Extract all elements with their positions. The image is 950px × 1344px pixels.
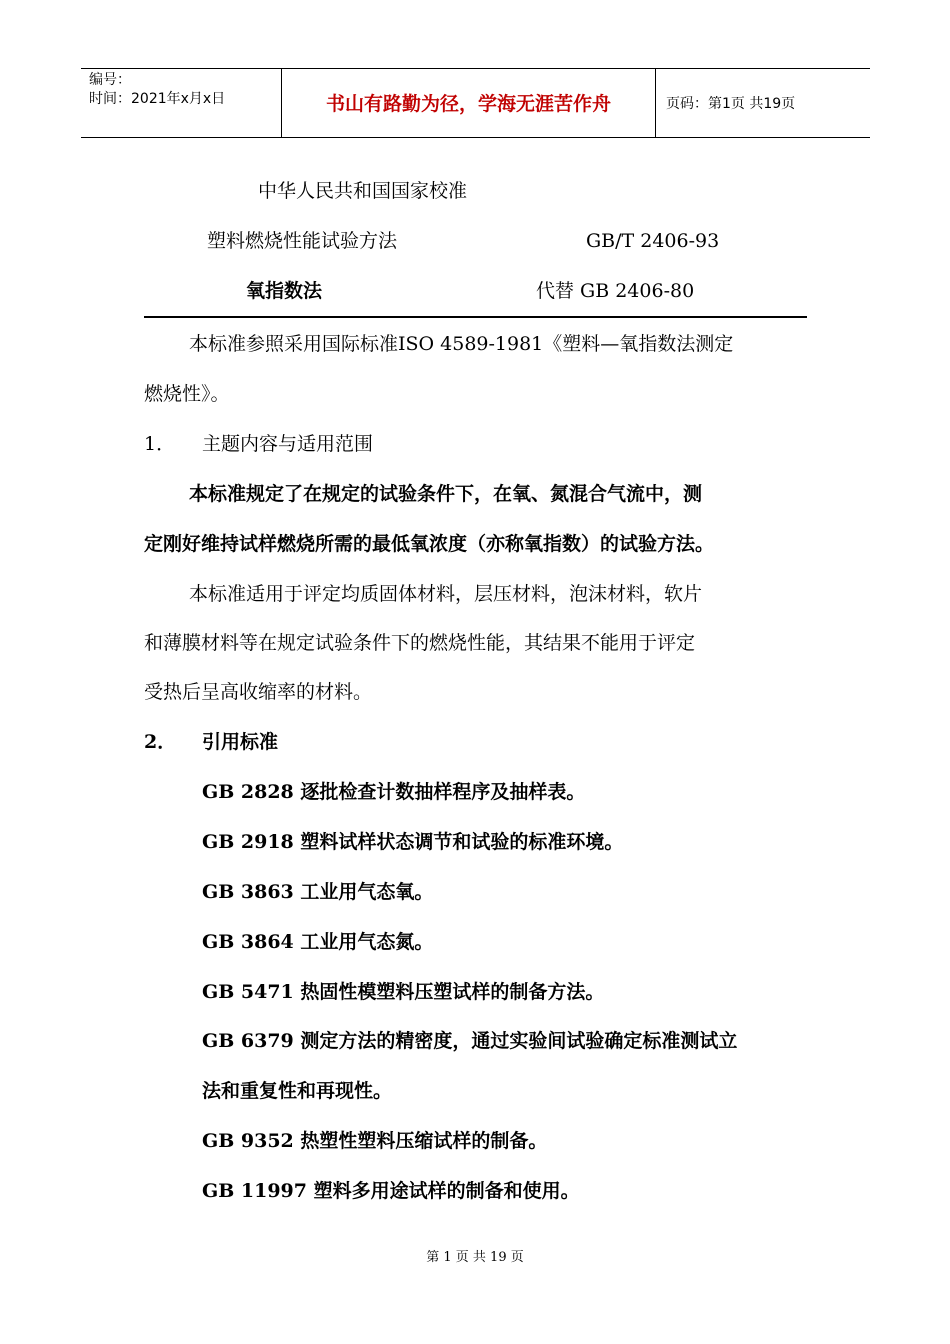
para-1-line-1: 本标准规定了在规定的试验条件下，在氧、氮混合气流中，测: [189, 483, 703, 505]
section-2-number: 2．: [144, 731, 177, 753]
title-rule: [144, 316, 807, 318]
section-2-title: 引用标准: [202, 731, 279, 753]
reference-item: GB 2828 逐批检查计数抽样程序及抽样表。: [202, 781, 586, 803]
reference-item: GB 9352 热塑性塑料压缩试样的制备。: [202, 1130, 548, 1152]
doc-code: GB/T 2406-93: [586, 230, 720, 252]
page-footer: 第 1 页 共 19 页: [426, 1250, 524, 1265]
header-divider: [655, 69, 656, 137]
reference-item: GB 3863 工业用气态氧。: [202, 881, 434, 903]
reference-item: 法和重复性和再现性。: [202, 1080, 393, 1102]
reference-item: GB 2918 塑料试样状态调节和试验的标准环境。: [202, 831, 624, 853]
para-2-line-1: 本标准适用于评定均质固体材料，层压材料，泡沫材料，软片: [189, 583, 703, 605]
doc-subtitle: 氧指数法: [246, 280, 323, 302]
section-1-title: 主题内容与适用范围: [202, 433, 374, 455]
intro-line-2: 燃烧性》。: [144, 383, 230, 405]
header-date: 时间：2021年x月x日: [89, 91, 226, 107]
page-header: [81, 68, 870, 138]
doc-replaces: 代替 GB 2406-80: [536, 280, 695, 302]
header-meta: [89, 71, 225, 109]
para-2-line-2: 和薄膜材料等在规定试验条件下的燃烧性能，其结果不能用于评定: [144, 632, 696, 654]
reference-item: GB 11997 塑料多用途试样的制备和使用。: [202, 1180, 580, 1202]
reference-item: GB 5471 热固性模塑料压塑试样的制备方法。: [202, 981, 605, 1003]
para-1-line-2: 定刚好维持试样燃烧所需的最低氧浓度（亦称氧指数）的试验方法。: [144, 533, 715, 555]
reference-item: GB 3864 工业用气态氮。: [202, 931, 434, 953]
header-number: 编号：: [89, 72, 131, 88]
doc-org: 中华人民共和国国家校准: [258, 180, 468, 202]
header-motto: 书山有路勤为径，学海无涯苦作舟: [325, 93, 611, 115]
header-page-number: 页码：第1页 共19页: [666, 96, 796, 112]
doc-title: 塑料燃烧性能试验方法: [207, 230, 398, 252]
para-2-line-3: 受热后呈高收缩率的材料。: [144, 681, 373, 703]
reference-item: GB 6379 测定方法的精密度，通过实验间试验确定标准测试立: [202, 1030, 738, 1052]
section-1-number: 1．: [144, 433, 176, 455]
intro-line-1: 本标准参照采用国际标准ISO 4589-1981《塑料—氧指数法测定: [189, 333, 734, 355]
